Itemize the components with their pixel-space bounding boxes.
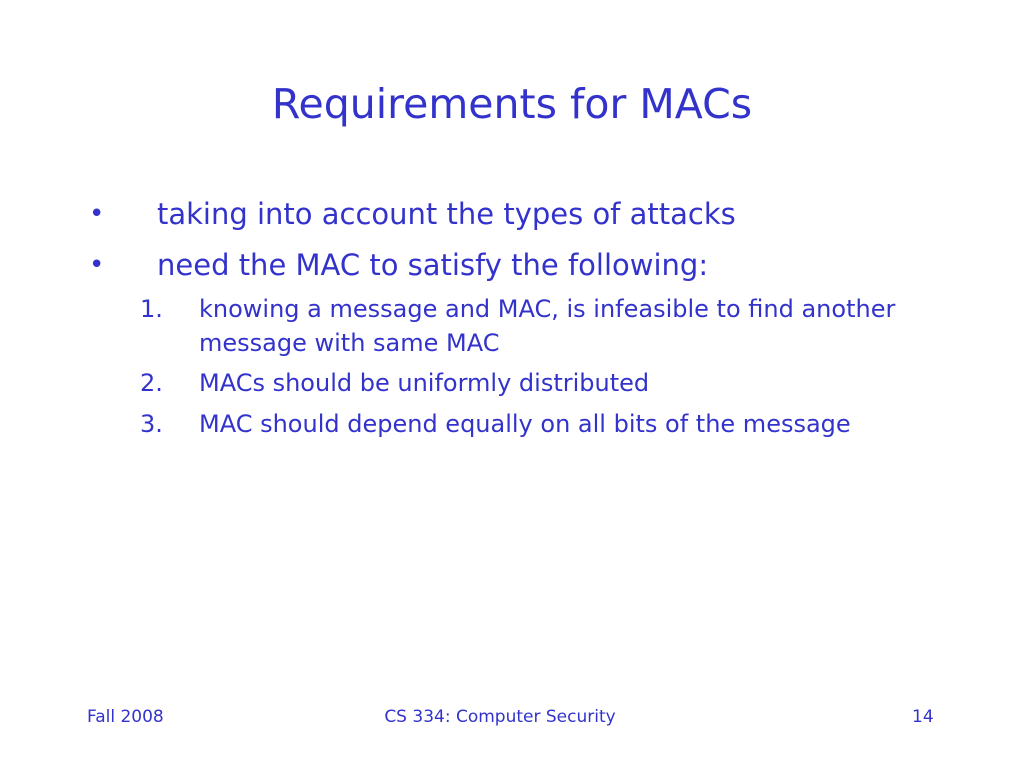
bullet-marker: • — [89, 199, 105, 229]
footer-page-number: 14 — [912, 707, 934, 727]
bullet-item — [0, 194, 1024, 234]
footer-course: CS 334: Computer Security — [384, 707, 616, 727]
numbered-item — [0, 407, 1024, 475]
numbered-text: knowing a message and MAC, is infeasible to find another message with same MAC — [199, 295, 896, 357]
bullet-text: need the MAC to satisfy the following: — [157, 248, 709, 282]
numbered-text: MACs should be uniformly distributed — [199, 369, 650, 397]
numbered-marker: 1. — [140, 295, 163, 323]
footer-date: Fall 2008 — [87, 707, 164, 727]
bullet-marker: • — [89, 250, 105, 280]
numbered-marker: 3. — [140, 410, 163, 438]
numbered-text: MAC should depend equally on all bits of the message — [199, 410, 851, 438]
bullet-text: taking into account the types of attacks — [157, 197, 736, 231]
numbered-marker: 2. — [140, 369, 163, 397]
numbered-item — [0, 292, 1024, 360]
slide-title: Requirements for MACs — [271, 80, 753, 128]
bullet-item — [0, 245, 1024, 285]
numbered-item — [0, 366, 1024, 400]
